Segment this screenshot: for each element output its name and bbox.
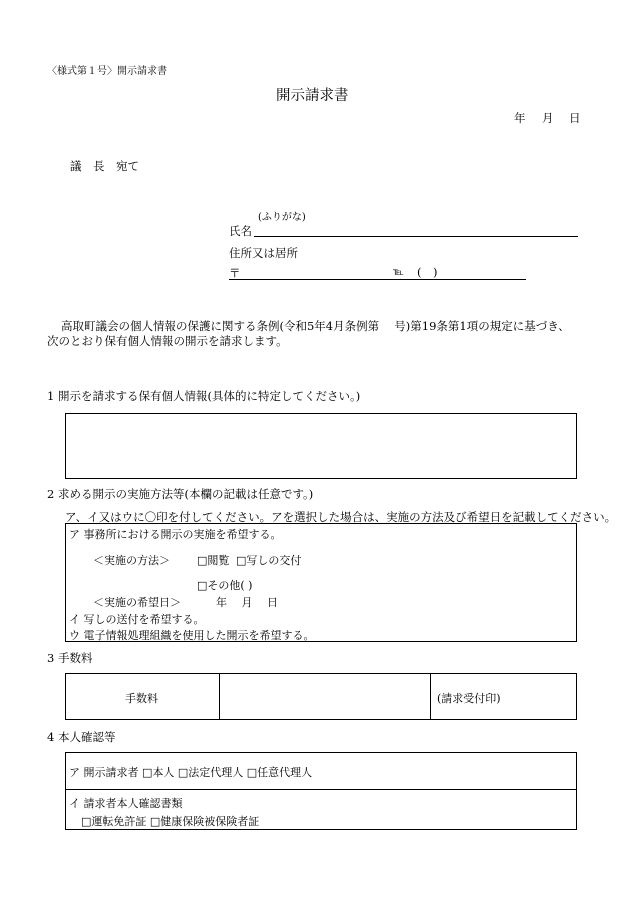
option-u[interactable]: ウ 電子情報処理組織を使用した開示を希望する。: [69, 629, 315, 642]
requester-type-row[interactable]: ア 開示請求者 □本人 □法定代理人 □任意代理人: [69, 766, 313, 779]
preferred-date-fields[interactable]: 年 月 日: [216, 596, 278, 609]
intro-line-1: 高取町議会の個人情報の保護に関する条例(令和5年4月条例第 号)第19条第1項の規定に基づき、: [61, 319, 570, 333]
method-copy-checkbox[interactable]: □写しの交付: [236, 554, 302, 567]
name-input-line[interactable]: [254, 236, 578, 237]
form-title: 開示請求書: [276, 88, 349, 104]
reception-stamp-label: (請求受付印): [437, 692, 501, 705]
section-3-heading: 3 手数料: [47, 651, 93, 665]
method-other-checkbox[interactable]: □その他( ): [197, 579, 253, 592]
fee-label: 手数料: [125, 692, 158, 705]
date-day-label: 日: [569, 111, 581, 125]
fee-divider-2: [430, 673, 431, 720]
tel-parens: ( ): [417, 265, 438, 279]
preferred-date-label: ＜実施の希望日＞: [93, 596, 181, 609]
name-label: 氏名: [229, 224, 252, 238]
form-number-label: 〈様式第１号〉開示請求書: [47, 66, 167, 77]
addressee: 議 長 宛て: [70, 159, 139, 173]
method-label: ＜実施の方法＞: [93, 554, 170, 567]
option-a[interactable]: ア 事務所における開示の実施を希望する。: [69, 528, 282, 541]
identity-docs-checkboxes[interactable]: □運転免許証 □健康保険被保険者証: [81, 815, 260, 828]
section-1-heading: 1 開示を請求する保有個人情報(具体的に特定してください。): [47, 389, 361, 403]
date-year-label: 年: [514, 111, 526, 125]
identity-docs-label: イ 請求者本人確認書類: [69, 797, 183, 810]
identity-row-divider: [65, 789, 577, 790]
date-month-label: 月: [542, 111, 554, 125]
furigana-label: (ふりがな): [258, 212, 306, 223]
fee-amount-cell[interactable]: [220, 674, 429, 719]
section-2-note: ア、イ又はウに〇印を付してください。アを選択した場合は、実施の方法及び希望日を記載してください。: [65, 510, 617, 524]
address-input-line[interactable]: [229, 279, 526, 280]
option-i[interactable]: イ 写しの送付を希望する。: [69, 613, 205, 626]
section-4-heading: 4 本人確認等: [47, 730, 116, 744]
address-label: 住所又は居所: [229, 246, 298, 260]
tel-label: ℡: [393, 267, 404, 278]
postal-mark: 〒: [229, 266, 241, 280]
requested-info-box[interactable]: [65, 413, 577, 479]
intro-line-2: 次のとおり保有個人情報の開示を請求します。: [47, 334, 288, 348]
section-2-heading: 2 求める開示の実施方法等(本欄の記載は任意です。): [47, 487, 314, 501]
method-viewing-checkbox[interactable]: □閲覧: [197, 554, 230, 567]
